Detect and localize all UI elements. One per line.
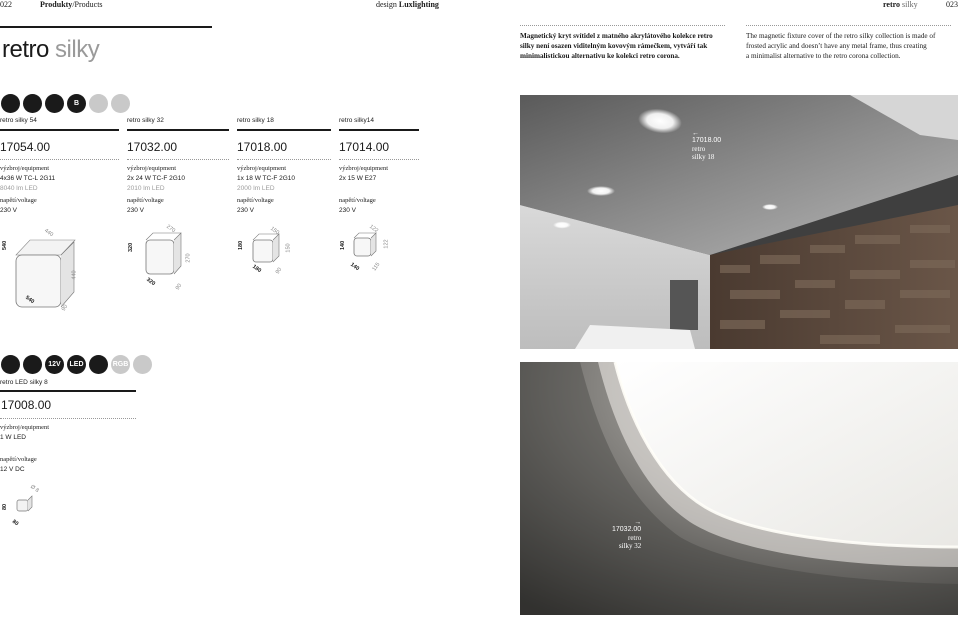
product-name: retro silky 54	[0, 117, 37, 124]
equipment-label: výzbroj/equipment	[0, 165, 50, 172]
dim-18-top: 150	[269, 225, 281, 237]
dim-18-side: 150	[285, 243, 292, 253]
dimmable-icon	[23, 94, 42, 113]
caption-top: ← 17018.00 retro silky 18	[692, 129, 722, 161]
transformer-icon	[89, 355, 108, 374]
arrow-left-icon: ←	[692, 129, 699, 137]
dim-8-height: 80	[2, 503, 8, 510]
equipment-value: 1x 18 W TC-F 2G10	[237, 175, 296, 182]
dim-32-height: 320	[128, 242, 134, 252]
dotted-rule	[339, 159, 419, 160]
code-rule	[339, 129, 419, 131]
rgb-icon: RGB	[111, 355, 130, 374]
dotted-rule	[237, 159, 331, 160]
caption-bottom: → 17032.00 retro silky 32	[612, 518, 642, 550]
dim-18-height: 180	[238, 240, 244, 250]
dim-54-height: 540	[2, 240, 8, 250]
voltage-value: 230 V	[339, 207, 356, 214]
led-product-code: 17008.00	[1, 398, 52, 412]
design-brand: design Luxlighting	[376, 0, 439, 9]
voltage-value: 230 V	[237, 207, 254, 214]
code-rule	[0, 129, 119, 131]
lumens-value: 2000 lm LED	[237, 185, 275, 192]
lumens-value: 8040 lm LED	[0, 185, 38, 192]
dim-14-height: 140	[340, 240, 346, 250]
voltage-label: napětí/voltage	[0, 197, 37, 204]
dim-54-top: 440	[43, 227, 55, 239]
12v-icon: 12V	[45, 355, 64, 374]
drawing-silky-32	[146, 233, 181, 274]
product-name: retro silky14	[339, 117, 375, 124]
led-voltage: 12 V DC	[0, 466, 25, 473]
arrow-right-icon: →	[634, 518, 642, 526]
dim-32-side: 270	[185, 253, 192, 263]
dim-54-side: 440	[71, 270, 78, 280]
voltage-label: napětí/voltage	[339, 197, 376, 204]
voltage-value: 230 V	[127, 207, 144, 214]
led-icon: LED	[67, 355, 86, 374]
product-code: 17018.00	[237, 140, 288, 154]
page-number-right: 023	[946, 0, 958, 9]
equipment-value: 2x 24 W TC-F 2G10	[127, 175, 186, 182]
led-equipment-label: výzbroj/equipment	[0, 424, 50, 431]
adjustable-icon	[45, 94, 64, 113]
page-number-left: 022	[0, 0, 12, 9]
equipment-value: 4x36 W TC-L 2G11	[0, 175, 56, 182]
product-name: retro silky 18	[237, 117, 274, 124]
dim-32-width: 320	[145, 276, 157, 288]
dim-54-depth: 90	[60, 303, 70, 313]
led-product-name: retro LED silky 8	[0, 379, 48, 386]
drawing-silky-18	[253, 234, 279, 262]
dotted-rule-cz	[520, 25, 725, 26]
dim-54-width: 540	[24, 294, 36, 306]
dim-14-side: 122	[383, 239, 390, 249]
dimension-drawings	[0, 220, 420, 330]
photo-ceiling-interior	[520, 95, 958, 349]
lumens-value: 2010 lm LED	[127, 185, 165, 192]
equipment-value: 2x 15 W E27	[339, 175, 377, 182]
dim-14-top: 122	[368, 223, 380, 235]
dim-18-width: 180	[251, 263, 263, 275]
voltage-label: napětí/voltage	[127, 197, 164, 204]
equipment-label: výzbroj/equipment	[127, 165, 177, 172]
energy-class-b-icon: B	[67, 94, 86, 113]
ceiling-mount-icon	[1, 94, 20, 113]
product-name: retro silky 32	[127, 117, 164, 124]
voltage-value: 230 V	[0, 207, 17, 214]
dim-8-width: 80	[10, 518, 20, 528]
voltage-label: napětí/voltage	[237, 197, 274, 204]
product-code: 17032.00	[127, 140, 178, 154]
photo-luminaire-closeup	[520, 362, 958, 615]
equipment-label: výzbroj/equipment	[339, 165, 389, 172]
led-voltage-label: napětí/voltage	[0, 456, 37, 463]
ip-drop-icon	[111, 94, 130, 113]
led-dotted-rule	[0, 418, 136, 419]
description-english: The magnetic fixture cover of the retro silky collection is made of frosted acrylic and doesn’t have any metal frame, thus creating a minimalist alternative to the retro corona collection.	[746, 32, 936, 60]
dim-14-width: 140	[349, 261, 361, 273]
ip-drop-icon	[133, 355, 152, 374]
equipment-label: výzbroj/equipment	[237, 165, 287, 172]
product-code: 17054.00	[0, 140, 51, 154]
led-code-rule	[0, 390, 136, 392]
dotted-rule	[127, 159, 229, 160]
dim-8-top: Ø 8	[29, 483, 40, 495]
ceiling-mount-icon	[1, 355, 20, 374]
drawing-silky-14	[354, 233, 376, 256]
shade-icon	[89, 94, 108, 113]
product-collection-header: retro silky	[883, 0, 918, 9]
title-rule	[0, 26, 212, 28]
led-equipment: 1 W LED	[0, 434, 27, 441]
dimmable-icon	[23, 355, 42, 374]
product-code: 17014.00	[339, 140, 390, 154]
code-rule	[127, 129, 229, 131]
dim-32-top: 270	[165, 223, 177, 235]
dim-14-depth: 115	[371, 261, 382, 273]
dotted-rule-en	[746, 25, 951, 26]
dotted-rule	[0, 159, 119, 160]
section-title: Produkty/Products	[40, 0, 103, 9]
dim-18-depth: 90	[274, 266, 284, 276]
page-title: retro silky	[2, 36, 100, 63]
description-czech: Magnetický kryt svítidel z matného akrylátového kolekce retro silky není osazen viditelným kovovým rámečkem, vytváří tak minimalistickou alternativu ke kolekci retro corona.	[520, 32, 713, 60]
code-rule	[237, 129, 331, 131]
dim-32-depth: 90	[174, 282, 184, 292]
